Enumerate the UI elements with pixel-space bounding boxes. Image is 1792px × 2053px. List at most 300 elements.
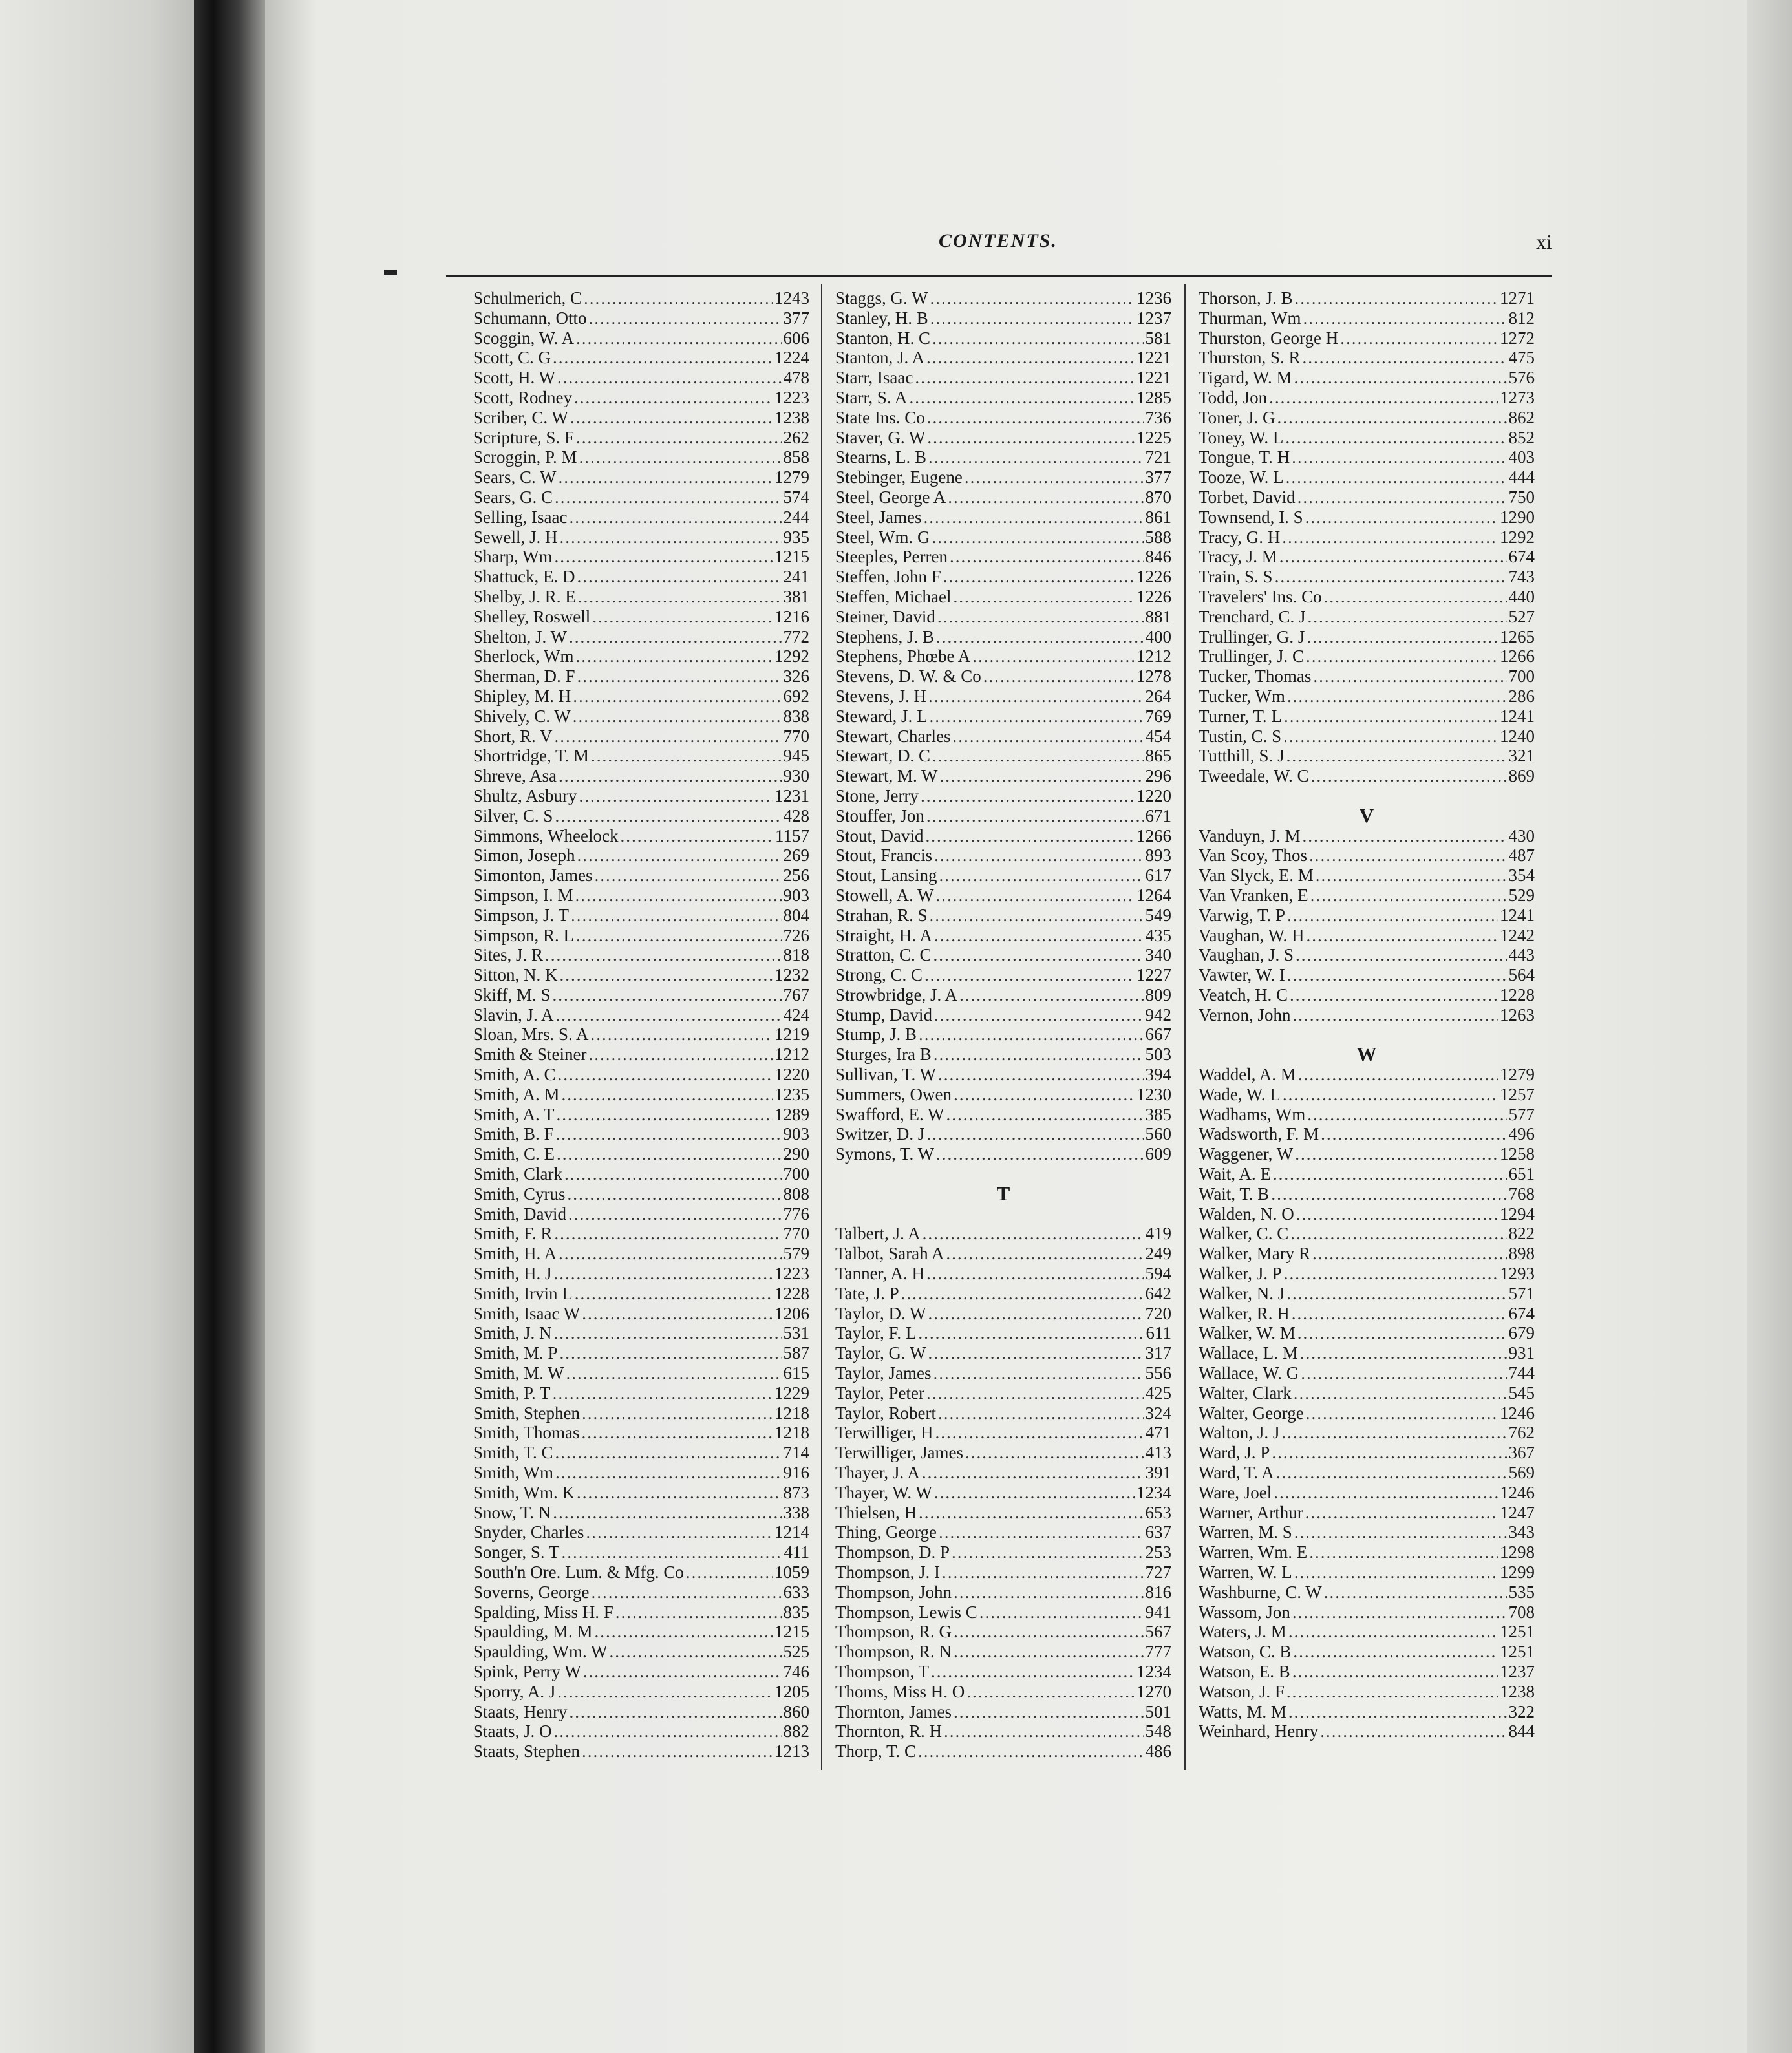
entry-name: Scriber, C. W <box>473 407 568 427</box>
index-entry <box>1199 467 1535 487</box>
dot-leader <box>928 1304 1144 1324</box>
entry-page-number: 324 <box>1145 1403 1171 1423</box>
entry-page-number: 942 <box>1145 1005 1171 1025</box>
index-entry <box>1199 1164 1535 1184</box>
entry-name: Smith, H. J <box>473 1264 552 1284</box>
index-entry <box>473 727 809 747</box>
entry-name: Staats, J. O <box>473 1721 552 1741</box>
dot-leader <box>1306 646 1498 666</box>
entry-name: Sherlock, Wm <box>473 646 574 666</box>
entry-name: Smith, F. R <box>473 1224 553 1244</box>
entry-name: Swafford, E. W <box>835 1104 944 1124</box>
entry-name: Shively, C. W <box>473 706 571 726</box>
entry-page-number: 1298 <box>1500 1542 1535 1562</box>
dot-leader <box>935 1423 1143 1443</box>
entry-page-number: 413 <box>1145 1443 1171 1463</box>
index-entry <box>1199 965 1535 985</box>
entry-name: Thurman, Wm <box>1199 308 1301 328</box>
dot-leader <box>1284 707 1498 727</box>
entry-name: Thompson, J. I <box>835 1562 940 1582</box>
entry-page-number: 1247 <box>1500 1502 1535 1522</box>
entry-page-number: 916 <box>783 1463 809 1483</box>
entry-page-number: 844 <box>1508 1721 1535 1741</box>
index-entry <box>1199 727 1535 747</box>
entry-name: Talbert, J. A <box>835 1224 921 1244</box>
dot-leader <box>555 806 781 826</box>
index-entry <box>1199 328 1535 348</box>
entry-page-number: 594 <box>1145 1264 1171 1284</box>
entry-name: Smith, Wm. K <box>473 1482 575 1502</box>
section-letter-heading: T <box>996 1182 1010 1205</box>
entry-page-number: 700 <box>1508 666 1535 686</box>
entry-page-number: 903 <box>783 1124 809 1144</box>
entry-page-number: 400 <box>1145 626 1171 646</box>
dot-leader <box>554 1323 782 1343</box>
entry-page-number: 560 <box>1145 1124 1171 1144</box>
dot-leader <box>1316 866 1507 886</box>
dot-leader <box>936 886 1135 906</box>
entry-name: Thornton, R. H <box>835 1721 942 1741</box>
entry-name: Ware, Joel <box>1199 1482 1272 1502</box>
section-spacer <box>835 1164 1171 1184</box>
dot-leader <box>1296 945 1507 965</box>
entry-page-number: 768 <box>1508 1184 1535 1204</box>
entry-name: Stearns, L. B <box>835 447 926 467</box>
index-entry <box>835 1463 1171 1483</box>
entry-name: Tucker, Wm <box>1199 686 1285 706</box>
entry-name: Sites, J. R <box>473 945 544 965</box>
index-entry <box>473 1622 809 1642</box>
index-entry <box>835 1702 1171 1722</box>
index-entry <box>473 826 809 846</box>
entry-name: Sullivan, T. W <box>835 1065 937 1085</box>
index-entry <box>473 1682 809 1702</box>
entry-name: Thurston, George H <box>1199 328 1339 348</box>
entry-page-number: 1273 <box>1500 387 1535 407</box>
dot-leader <box>1320 1721 1506 1741</box>
dot-leader <box>1292 1602 1507 1622</box>
index-entry <box>835 1105 1171 1125</box>
index-entry <box>473 328 809 348</box>
entry-name: Silver, C. S <box>473 805 553 825</box>
index-entry <box>1199 388 1535 408</box>
index-entry <box>835 846 1171 866</box>
dot-leader <box>1292 1662 1498 1682</box>
entry-page-number: 769 <box>1145 706 1171 726</box>
entry-name: Veatch, H. C <box>1199 984 1288 1005</box>
dot-leader <box>553 1383 773 1403</box>
entry-page-number: 903 <box>783 885 809 905</box>
dot-leader <box>933 1363 1144 1383</box>
index-entry <box>835 1025 1171 1045</box>
entry-name: Stanton, J. A <box>835 348 925 368</box>
index-entry <box>835 806 1171 826</box>
entry-page-number: 679 <box>1508 1323 1535 1343</box>
index-entry <box>473 806 809 826</box>
entry-page-number: 882 <box>783 1721 809 1741</box>
entry-page-number: 377 <box>1145 467 1171 487</box>
dot-leader <box>592 607 773 627</box>
index-entry <box>1199 348 1535 368</box>
dot-leader <box>1297 487 1507 507</box>
entry-name: Sitton, N. K <box>473 965 558 985</box>
entry-name: Vaughan, W. H <box>1199 925 1305 945</box>
dot-leader <box>1284 1264 1498 1284</box>
index-entry <box>835 945 1171 965</box>
entry-name: Strowbridge, J. A <box>835 984 957 1005</box>
index-entry <box>473 1045 809 1065</box>
dot-leader <box>1293 1005 1499 1025</box>
index-entry <box>473 945 809 965</box>
dot-leader <box>569 1702 781 1722</box>
index-entry <box>473 607 809 627</box>
entry-page-number: 812 <box>1508 308 1535 328</box>
running-head: CONTENTS. <box>939 230 1058 251</box>
entry-page-number: 1263 <box>1500 1005 1535 1025</box>
index-entry <box>473 388 809 408</box>
entry-name: Stephens, Phœbe A <box>835 646 971 666</box>
entry-name: Smith & Steiner <box>473 1045 587 1065</box>
index-entry <box>1199 1284 1535 1304</box>
entry-name: Sturges, Ira B <box>835 1045 932 1065</box>
entry-name: Toner, J. G <box>1199 407 1275 427</box>
dot-leader <box>591 1025 773 1045</box>
entry-page-number: 898 <box>1508 1244 1535 1264</box>
entry-page-number: 322 <box>1508 1701 1535 1721</box>
entry-page-number: 264 <box>1145 686 1171 706</box>
entry-name: Stump, J. B <box>835 1025 917 1045</box>
index-entry <box>1199 1503 1535 1523</box>
entry-name: Scoggin, W. A <box>473 328 575 348</box>
entry-name: Wait, T. B <box>1199 1184 1270 1204</box>
index-entry <box>1199 1702 1535 1722</box>
index-entry <box>835 886 1171 906</box>
index-entry <box>835 1483 1171 1503</box>
index-entry <box>835 786 1171 806</box>
entry-name: Staats, Henry <box>473 1701 568 1721</box>
dot-leader <box>965 467 1144 487</box>
entry-page-number: 930 <box>783 766 809 786</box>
entry-name: Smith, Stephen <box>473 1403 581 1423</box>
index-entry <box>1199 1184 1535 1204</box>
entry-name: Schulmerich, C <box>473 288 582 308</box>
entry-page-number: 430 <box>1508 825 1535 846</box>
dot-leader <box>983 666 1135 686</box>
dot-leader <box>591 1582 781 1602</box>
dot-leader <box>1286 1284 1506 1304</box>
dot-leader <box>1282 527 1498 548</box>
entry-name: Taylor, Peter <box>835 1383 924 1403</box>
dot-leader <box>930 906 1144 926</box>
dot-leader <box>1300 1343 1507 1363</box>
dot-leader <box>575 646 773 666</box>
entry-page-number: 262 <box>783 427 809 447</box>
dot-leader <box>954 1622 1143 1642</box>
entry-name: Walden, N. O <box>1199 1204 1294 1224</box>
entry-name: Taylor, G. W <box>835 1343 926 1363</box>
index-entry <box>835 388 1171 408</box>
dot-leader <box>1294 1562 1498 1582</box>
entry-page-number: 1220 <box>774 1065 809 1085</box>
entry-page-number: 525 <box>783 1642 809 1662</box>
entry-page-number: 569 <box>1508 1463 1535 1483</box>
entry-page-number: 838 <box>783 706 809 726</box>
dot-leader <box>1303 348 1507 368</box>
dot-leader <box>1285 428 1506 448</box>
entry-page-number: 617 <box>1145 866 1171 886</box>
entry-name: Taylor, James <box>835 1363 932 1383</box>
entry-page-number: 609 <box>1145 1144 1171 1164</box>
entry-name: Scott, Rodney <box>473 387 572 407</box>
dot-leader <box>561 1542 782 1562</box>
entry-page-number: 1242 <box>1500 925 1535 945</box>
entry-page-number: 770 <box>783 726 809 746</box>
index-entry <box>473 1264 809 1284</box>
column-divider <box>821 284 822 1770</box>
index-entry <box>835 1503 1171 1523</box>
dot-leader <box>583 1662 782 1682</box>
index-entry <box>473 1304 809 1324</box>
entry-page-number: 869 <box>1508 766 1535 786</box>
entry-name: Short, R. V <box>473 726 553 746</box>
entry-page-number: 377 <box>783 308 809 328</box>
entry-name: Stanley, H. B <box>835 308 928 328</box>
dot-leader <box>554 1721 782 1741</box>
index-entry <box>473 906 809 926</box>
dot-leader <box>1294 1383 1507 1403</box>
dot-leader <box>577 1483 781 1503</box>
index-entry <box>835 1065 1171 1085</box>
entry-page-number: 343 <box>1508 1522 1535 1542</box>
entry-name: Stout, Lansing <box>835 866 937 886</box>
entry-page-number: 549 <box>1145 905 1171 925</box>
index-entry <box>473 1224 809 1244</box>
entry-page-number: 1271 <box>1500 288 1535 308</box>
dot-leader <box>926 348 1135 368</box>
entry-page-number: 1257 <box>1500 1084 1535 1104</box>
index-entry <box>473 1443 809 1463</box>
entry-name: Smith, Thomas <box>473 1423 580 1443</box>
index-entry <box>1199 926 1535 946</box>
index-entry <box>473 1164 809 1184</box>
index-entry <box>473 1323 809 1343</box>
entry-page-number: 256 <box>783 866 809 886</box>
entry-page-number: 454 <box>1145 726 1171 746</box>
entry-page-number: 1221 <box>1136 348 1171 368</box>
dot-leader <box>1277 408 1507 428</box>
entry-page-number: 1223 <box>774 387 809 407</box>
dot-leader <box>1310 886 1507 906</box>
index-entry <box>473 1662 809 1682</box>
dot-leader <box>615 1602 782 1622</box>
dot-leader <box>926 1383 1144 1403</box>
entry-name: Snyder, Charles <box>473 1522 584 1542</box>
entry-page-number: 1231 <box>774 785 809 805</box>
dot-leader <box>954 1642 1143 1662</box>
entry-page-number: 1212 <box>774 1045 809 1065</box>
entry-page-number: 767 <box>783 984 809 1005</box>
entry-page-number: 726 <box>783 925 809 945</box>
entry-name: Thayer, J. A <box>835 1463 920 1483</box>
index-entry <box>473 1721 809 1741</box>
entry-page-number: 1223 <box>774 1264 809 1284</box>
index-entry <box>835 1224 1171 1244</box>
entry-name: Thielsen, H <box>835 1502 917 1522</box>
dot-leader <box>946 1105 1143 1125</box>
entry-name: Vanduyn, J. M <box>1199 825 1301 846</box>
entry-name: Sears, C. W <box>473 467 557 487</box>
entry-page-number: 653 <box>1145 1502 1171 1522</box>
index-entry <box>473 567 809 587</box>
index-entry <box>835 666 1171 686</box>
entry-page-number: 1246 <box>1500 1482 1535 1502</box>
entry-page-number: 1205 <box>774 1681 809 1701</box>
dot-leader <box>1272 1443 1506 1463</box>
entry-page-number: 588 <box>1145 527 1171 547</box>
entry-name: Steiner, David <box>835 606 935 626</box>
entry-page-number: 1266 <box>1500 646 1535 666</box>
entry-name: Ward, J. P <box>1199 1443 1270 1463</box>
index-entry <box>1199 487 1535 507</box>
index-entry <box>835 1244 1171 1264</box>
entry-page-number: 1251 <box>1500 1642 1535 1662</box>
entry-name: Simmons, Wheelock <box>473 825 619 846</box>
dot-leader <box>557 368 782 388</box>
entry-name: Train, S. S <box>1199 567 1273 587</box>
entry-name: Waters, J. M <box>1199 1622 1286 1642</box>
entry-name: Shelton, J. W <box>473 626 568 646</box>
entry-name: Shortridge, T. M <box>473 746 589 766</box>
entry-page-number: 1219 <box>774 1025 809 1045</box>
entry-page-number: 253 <box>1145 1542 1171 1562</box>
dot-leader <box>909 388 1135 408</box>
index-entry <box>473 1542 809 1562</box>
entry-page-number: 1270 <box>1136 1681 1171 1701</box>
entry-page-number: 809 <box>1145 984 1171 1005</box>
index-entry <box>1199 1562 1535 1582</box>
entry-name: Smith, B. F <box>473 1124 554 1144</box>
index-entry <box>473 507 809 527</box>
entry-page-number: 443 <box>1508 945 1535 965</box>
index-entry <box>1199 707 1535 727</box>
dot-leader <box>1306 1403 1498 1423</box>
index-entry <box>1199 607 1535 627</box>
dot-leader <box>577 666 782 686</box>
dot-leader <box>923 507 1143 527</box>
dot-leader <box>954 1085 1135 1105</box>
facing-page-edge <box>0 0 194 2053</box>
entry-name: Stout, Francis <box>835 846 933 866</box>
index-entry <box>835 1045 1171 1065</box>
dot-leader <box>589 1045 773 1065</box>
index-entry <box>835 1304 1171 1324</box>
dot-leader <box>570 408 773 428</box>
entry-name: Thompson, John <box>835 1582 952 1602</box>
entry-page-number: 861 <box>1145 507 1171 527</box>
entry-page-number: 428 <box>783 805 809 825</box>
dot-leader <box>959 985 1144 1005</box>
entry-page-number: 1215 <box>774 1622 809 1642</box>
index-entry <box>473 587 809 607</box>
entry-name: Scott, C. G <box>473 348 551 368</box>
entry-page-number: 667 <box>1145 1025 1171 1045</box>
entry-page-number: 531 <box>783 1323 809 1343</box>
entry-name: Trenchard, C. J <box>1199 606 1306 626</box>
dot-leader <box>1297 1323 1507 1343</box>
dot-leader <box>586 1522 773 1542</box>
entry-name: Tongue, T. H <box>1199 447 1290 467</box>
dot-leader <box>560 965 773 985</box>
dot-leader <box>1286 746 1507 766</box>
index-entry <box>835 1542 1171 1562</box>
entry-name: Waggener, W <box>1199 1144 1294 1164</box>
dot-leader <box>576 428 781 448</box>
dot-leader <box>939 1522 1144 1542</box>
dot-leader <box>578 587 782 607</box>
entry-page-number: 556 <box>1145 1363 1171 1383</box>
entry-page-number: 403 <box>1508 447 1535 467</box>
entry-page-number: 574 <box>783 487 809 507</box>
entry-page-number: 440 <box>1508 586 1535 606</box>
dot-leader <box>559 1244 781 1264</box>
entry-page-number: 1279 <box>1500 1065 1535 1085</box>
entry-name: Terwilliger, H <box>835 1423 933 1443</box>
dot-leader <box>954 1582 1143 1602</box>
index-entry <box>473 1463 809 1483</box>
index-entry <box>1199 1343 1535 1363</box>
entry-name: Watson, J. F <box>1199 1681 1285 1701</box>
entry-name: Torbet, David <box>1199 487 1296 507</box>
entry-page-number: 545 <box>1508 1383 1535 1403</box>
entry-page-number: 1234 <box>1136 1482 1171 1502</box>
entry-name: Staggs, G. W <box>835 288 928 308</box>
dot-leader <box>939 766 1143 786</box>
index-entry <box>835 1005 1171 1025</box>
index-entry <box>835 1721 1171 1741</box>
entry-page-number: 700 <box>783 1164 809 1184</box>
index-entry <box>473 527 809 548</box>
dot-leader <box>1305 1503 1498 1523</box>
entry-page-number: 1221 <box>1136 368 1171 388</box>
dot-leader <box>1283 1085 1498 1105</box>
entry-page-number: 1289 <box>774 1104 809 1124</box>
dot-leader <box>919 1503 1144 1523</box>
index-entry <box>473 646 809 666</box>
index-entry <box>1199 945 1535 965</box>
entry-name: Stanton, H. C <box>835 328 931 348</box>
dot-leader <box>928 1343 1144 1363</box>
entry-page-number: 501 <box>1145 1701 1171 1721</box>
dot-leader <box>569 507 781 527</box>
dot-leader <box>554 1224 781 1244</box>
entry-page-number: 852 <box>1508 427 1535 447</box>
dot-leader <box>555 727 782 747</box>
entry-name: Thorp, T. C <box>835 1741 916 1761</box>
dot-leader <box>1292 1304 1507 1324</box>
index-entry <box>835 1363 1171 1383</box>
entry-name: Steffen, John F <box>835 567 941 587</box>
dot-leader <box>1288 1622 1498 1642</box>
entry-page-number: 714 <box>783 1443 809 1463</box>
dot-leader <box>965 1443 1144 1463</box>
dot-leader <box>952 727 1143 747</box>
index-entry <box>473 1065 809 1085</box>
entry-page-number: 860 <box>783 1701 809 1721</box>
dot-leader <box>595 1622 773 1642</box>
entry-name: Walker, J. P <box>1199 1264 1282 1284</box>
entry-page-number: 326 <box>783 666 809 686</box>
dot-leader <box>932 527 1143 548</box>
